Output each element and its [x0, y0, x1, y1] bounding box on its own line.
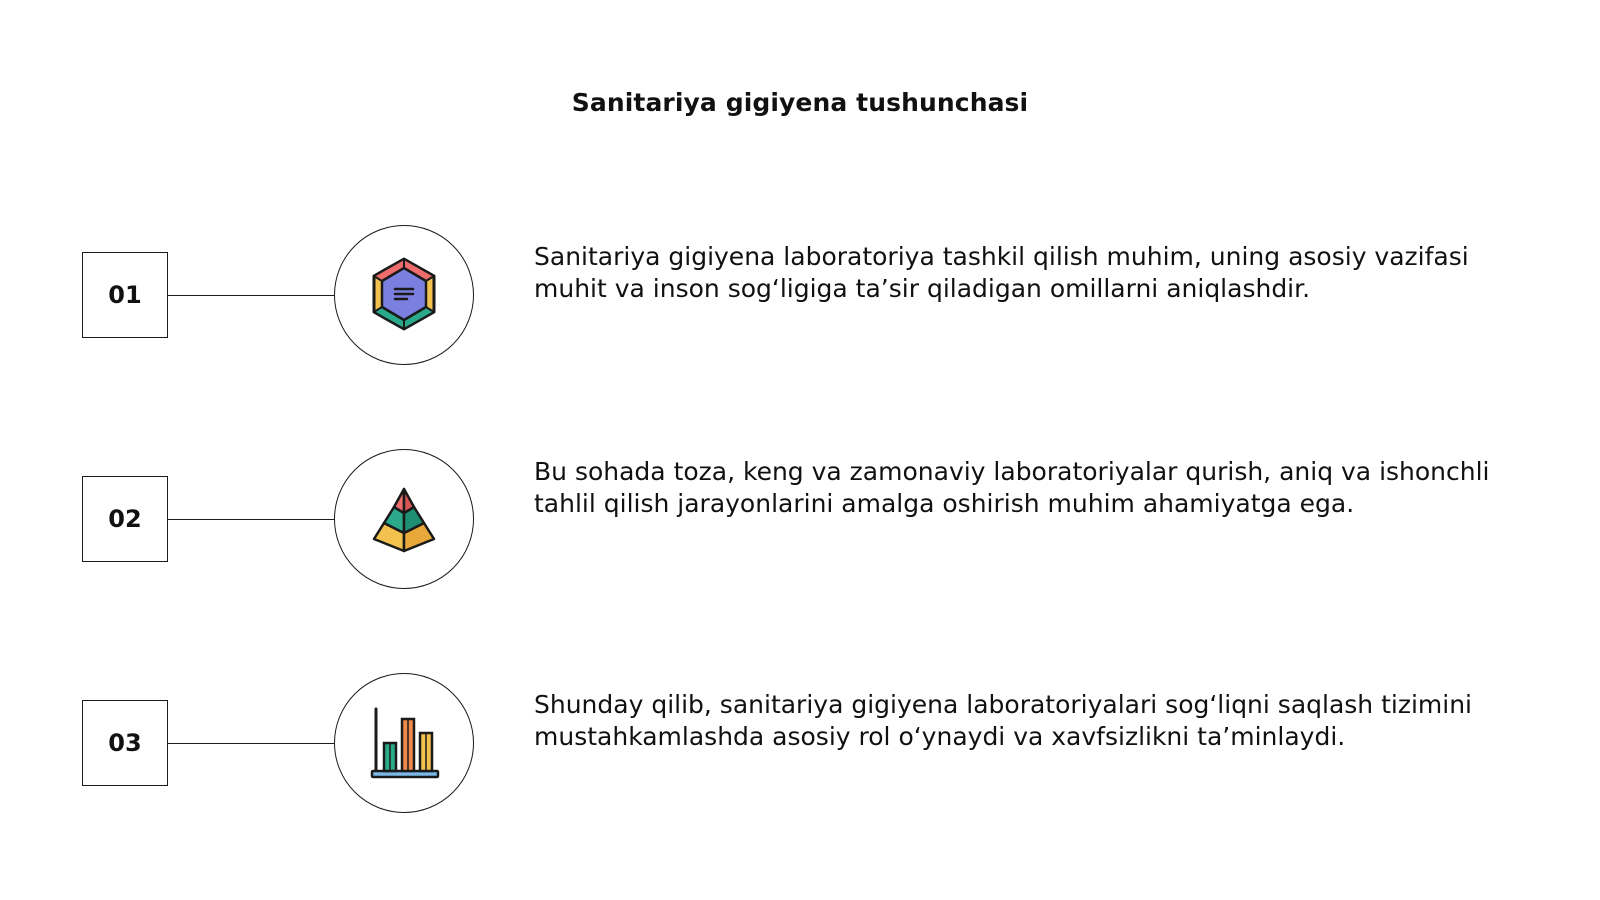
- step-number: 02: [108, 505, 142, 533]
- connector-line: [168, 743, 334, 744]
- step-row-2: [0, 444, 1600, 594]
- icon-circle: [334, 449, 474, 589]
- step-number: 01: [108, 281, 142, 309]
- step-row-1: [0, 220, 1600, 370]
- hexagon-document-icon: [362, 253, 446, 337]
- connector-line: [168, 295, 334, 296]
- step-description: Bu sohada toza, keng va zamonaviy laboratoriyalar qurish, aniq va ishonchli tahlil qilish jarayonlarini amalga oshirish muhim ahamiyatga ega.: [534, 457, 1490, 518]
- step-number-box: [82, 476, 168, 562]
- step-number: 03: [108, 729, 142, 757]
- icon-circle: [334, 673, 474, 813]
- step-number-box: [82, 700, 168, 786]
- connector-line: [168, 519, 334, 520]
- step-description: Shunday qilib, sanitariya gigiyena laboratoriyalari sog‘liqni saqlash tizimini mustahkamlashda asosiy rol o‘ynaydi va xavfsizlikni ta’minlaydi.: [534, 690, 1473, 751]
- icon-circle: [334, 225, 474, 365]
- page-title: Sanitariya gigiyena tushunchasi: [571, 88, 1029, 117]
- step-description: Sanitariya gigiyena laboratoriya tashkil qilish muhim, uning asosiy vazifasi muhit va inson sog‘ligiga ta’sir qiladigan omillarni aniqlashdir.: [534, 242, 1469, 303]
- bar-chart-icon: [362, 701, 446, 785]
- step-number-box: [82, 252, 168, 338]
- pyramid-icon: [362, 477, 446, 561]
- step-row-3: [0, 668, 1600, 818]
